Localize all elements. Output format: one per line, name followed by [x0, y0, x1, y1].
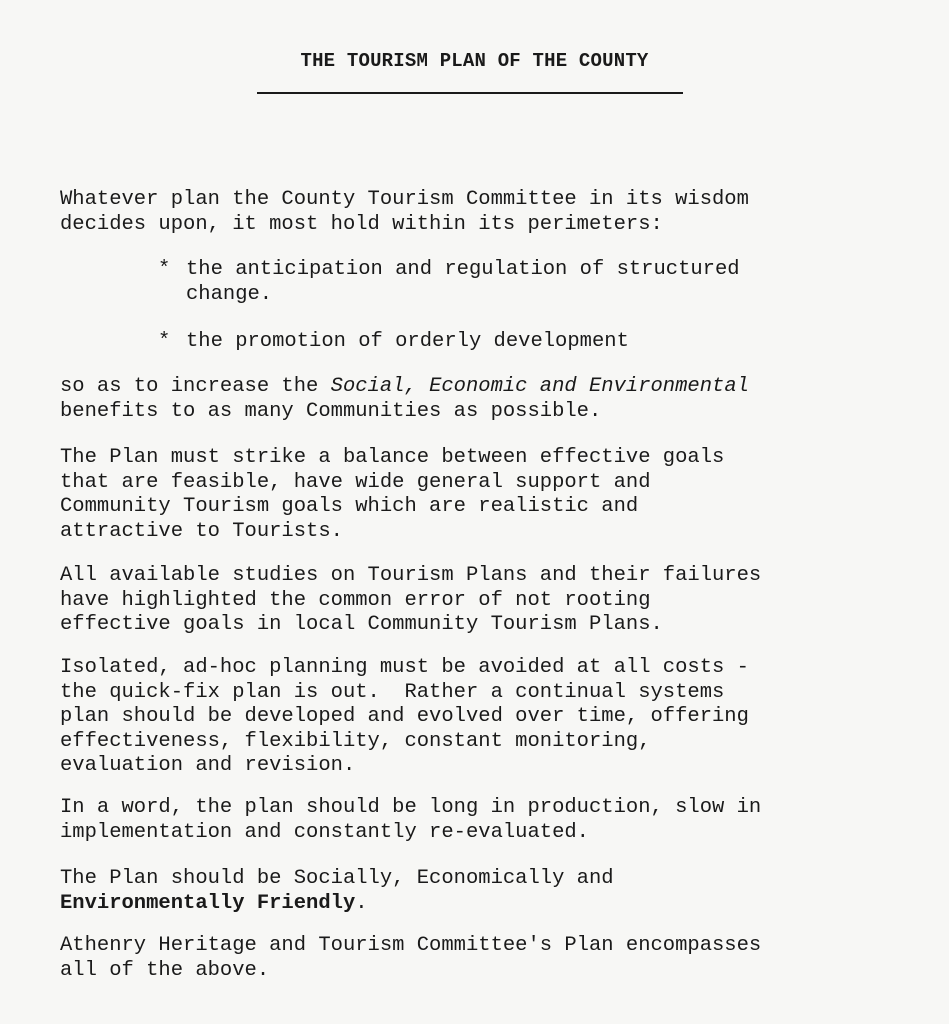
studies-line-1: All available studies on Tourism Plans and their failures: [60, 564, 762, 587]
studies-line-3: effective goals in local Community Tourism Plans.: [60, 613, 663, 636]
intro-line-1: Whatever plan the County Tourism Committee in its wisdom: [60, 188, 749, 211]
intro-line-2: decides upon, it most hold within its perimeters:: [60, 212, 663, 236]
closing-line-1: Athenry Heritage and Tourism Committee's Plan encompasses: [60, 934, 762, 957]
balance-paragraph: [60, 446, 900, 544]
isolated-line-3: plan should be developed and evolved over time, offering: [60, 705, 749, 728]
benefits-line-2: benefits to as many Communities as possible.: [60, 399, 602, 423]
isolated-planning-paragraph: [60, 656, 900, 779]
studies-paragraph: [60, 564, 900, 638]
bullet-1-line-1: the anticipation and regulation of structured: [186, 258, 740, 281]
benefits-line-1-start: so as to increase the: [60, 375, 331, 398]
bullet-item-1: [158, 258, 878, 307]
closing-paragraph: [60, 934, 900, 983]
studies-line-2: have highlighted the common error of not rooting: [60, 588, 651, 612]
friendly-line-1: The Plan should be Socially, Economically and: [60, 867, 614, 890]
friendly-paragraph: [60, 867, 900, 916]
word-line-2: implementation and constantly re-evaluated.: [60, 820, 589, 844]
closing-line-2: all of the above.: [60, 958, 270, 982]
balance-line-1: The Plan must strike a balance between effective goals: [60, 446, 725, 469]
bullet-marker: *: [158, 258, 171, 281]
bullet-2-line-1: the promotion of orderly development: [186, 330, 629, 353]
isolated-line-2: the quick-fix plan is out. Rather a continual systems: [60, 680, 725, 704]
bullet-item-2: [158, 330, 878, 355]
benefits-paragraph: [60, 375, 900, 424]
balance-line-4: attractive to Tourists.: [60, 519, 343, 543]
balance-line-3: Community Tourism goals which are realistic and: [60, 495, 639, 518]
bullet-marker: *: [158, 330, 171, 353]
intro-paragraph: [60, 188, 900, 237]
friendly-line-2-end: .: [355, 891, 368, 915]
isolated-line-1: Isolated, ad-hoc planning must be avoided at all costs -: [60, 656, 749, 679]
benefits-emphasis: Social, Economic and Environmental: [330, 375, 749, 398]
friendly-emphasis: Environmentally Friendly: [60, 891, 356, 915]
title-underline: [257, 92, 683, 94]
isolated-line-5: evaluation and revision.: [60, 754, 356, 777]
bullet-1-line-2: change.: [186, 282, 273, 306]
in-a-word-paragraph: [60, 796, 900, 845]
word-line-1: In a word, the plan should be long in production, slow in: [60, 796, 762, 819]
balance-line-2: that are feasible, have wide general support and: [60, 470, 651, 494]
isolated-line-4: effectiveness, flexibility, constant monitoring,: [60, 729, 651, 753]
document-title: THE TOURISM PLAN OF THE COUNTY: [300, 50, 649, 72]
